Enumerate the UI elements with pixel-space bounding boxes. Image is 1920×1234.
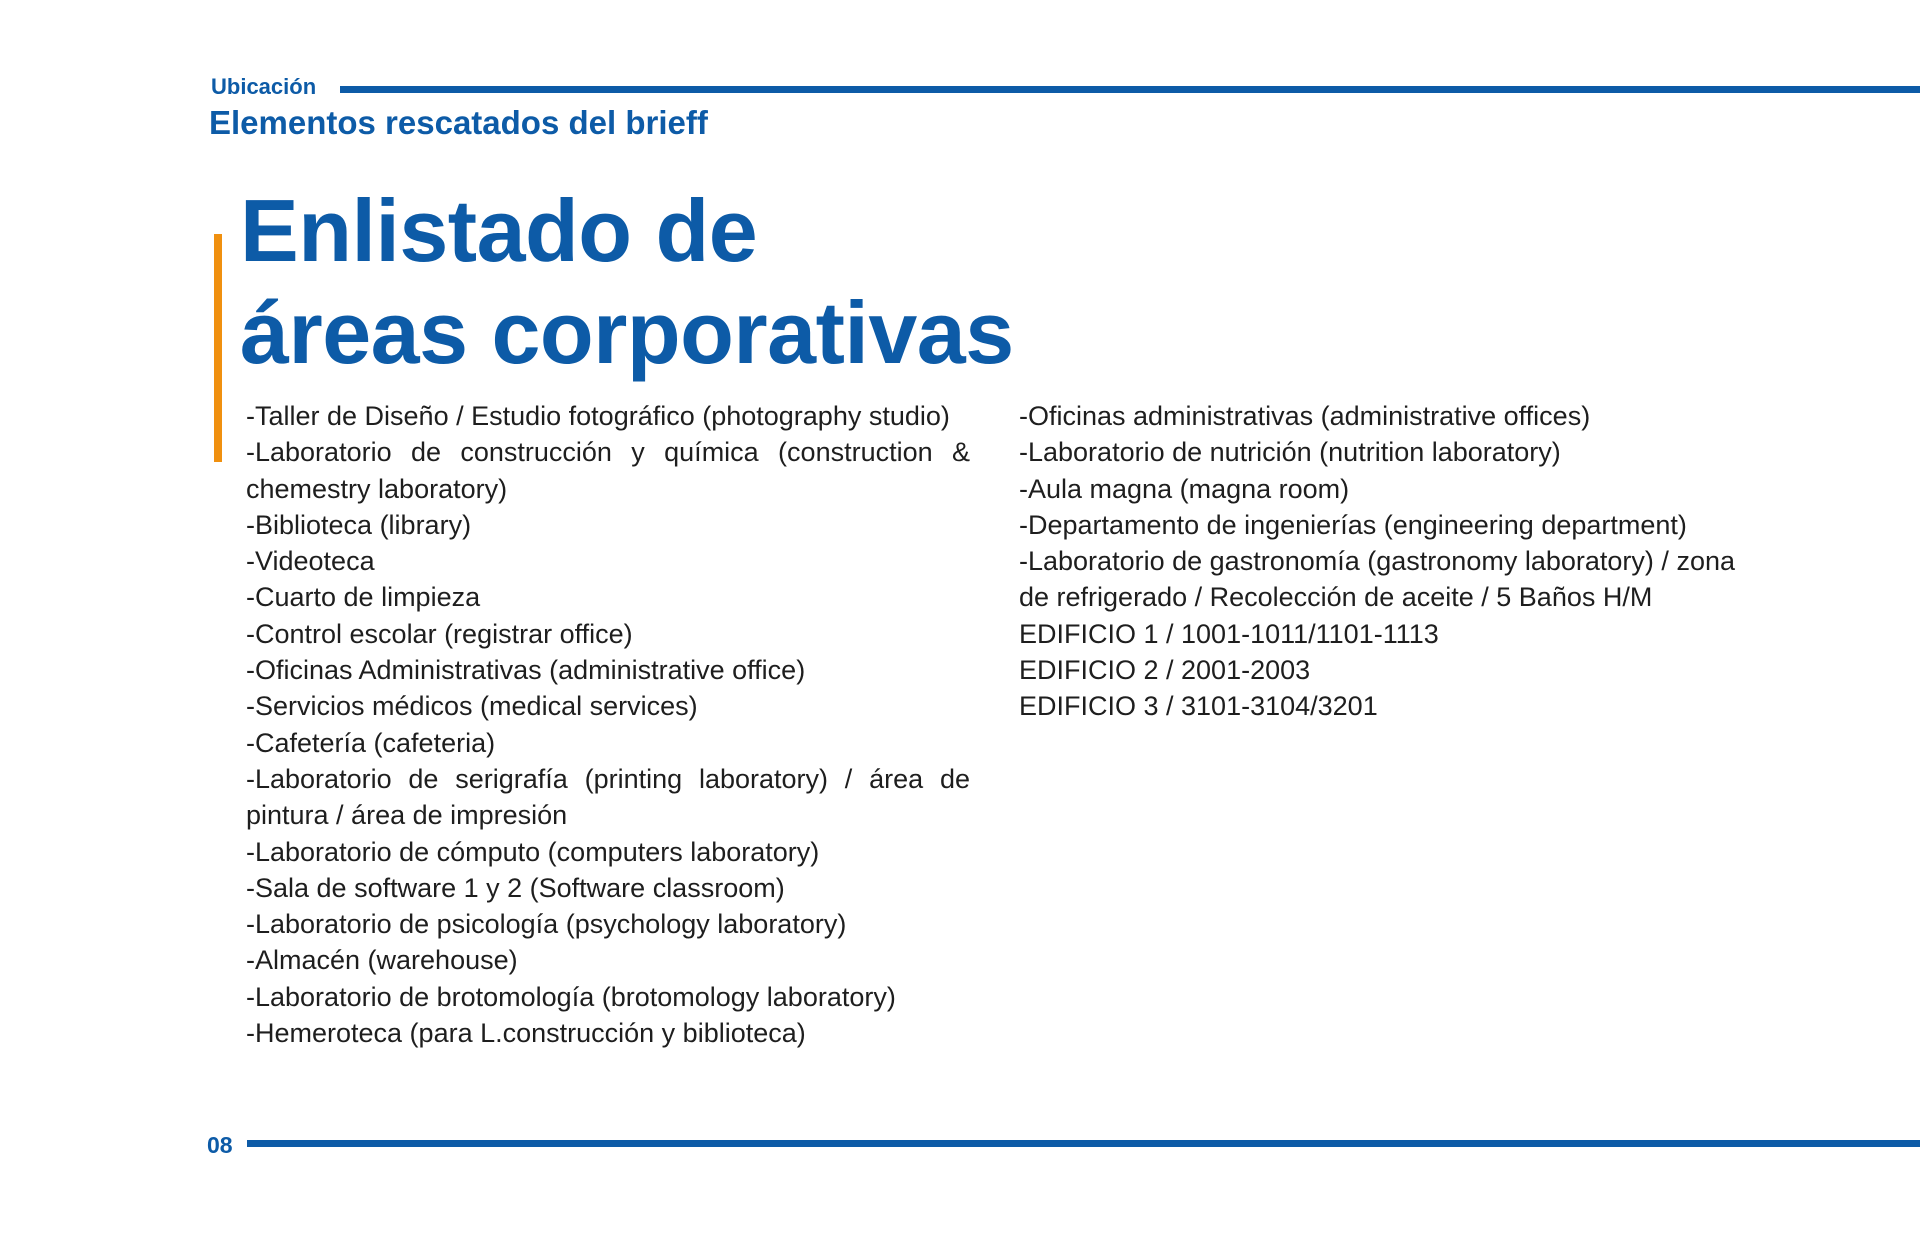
areas-list-left <box>246 398 970 1051</box>
page-title-line-1: Enlistado de <box>240 181 758 280</box>
list-item: -Taller de Diseño / Estudio fotográfico (photography studio) <box>246 401 950 431</box>
list-item: -Hemeroteca (para L.construcción y biblioteca) <box>246 1018 806 1049</box>
list-item: -Aula magna (magna room) <box>1019 473 1350 504</box>
list-item: -Laboratorio de serigrafía (printing laboratory) / área de pintura / área de impresión <box>246 763 970 831</box>
list-item: -Cuarto de limpieza <box>246 582 481 613</box>
title-accent-bar <box>214 234 222 462</box>
areas-list-right <box>1019 398 1735 725</box>
page-subtitle: Elementos rescatados del brieff <box>209 104 708 141</box>
list-item: -Laboratorio de nutrición (nutrition laboratory) <box>1019 437 1561 468</box>
list-item: -Oficinas administrativas (administrative offices) <box>1019 401 1591 431</box>
list-item: -Laboratorio de construcción y química (construction & chemestry laboratory) <box>246 437 970 504</box>
list-item: -Sala de software 1 y 2 (Software classroom) <box>246 872 785 903</box>
list-item: EDIFICIO 3 / 3101-3104/3201 <box>1019 691 1378 722</box>
list-item: -Videoteca <box>246 546 375 577</box>
list-item: -Laboratorio de psicología (psychology laboratory) <box>246 909 847 940</box>
footer-divider <box>247 1140 1920 1147</box>
list-item: EDIFICIO 2 / 2001-2003 <box>1019 655 1311 686</box>
list-item: -Departamento de ingenierías (engineering department) <box>1019 509 1687 540</box>
page-title-line-2: áreas corporativas <box>240 283 1014 382</box>
list-item: -Servicios médicos (medical services) <box>246 691 698 722</box>
list-item: -Laboratorio de cómputo (computers laboratory) <box>246 836 820 867</box>
list-item: -Almacén (warehouse) <box>246 945 518 976</box>
page-number: 08 <box>207 1132 233 1158</box>
header-divider <box>340 86 1920 93</box>
page-title <box>240 180 1014 384</box>
list-item: -Biblioteca (library) <box>246 509 472 540</box>
list-item: -Cafetería (cafeteria) <box>246 727 496 758</box>
list-item: -Laboratorio de brotomología (brotomology laboratory) <box>246 981 896 1012</box>
list-item: -Laboratorio de gastronomía (gastronomy laboratory) / zona de refrigerado / Recolección de aceite / 5 Baños H/M <box>1019 546 1735 613</box>
list-item: -Oficinas Administrativas (administrative office) <box>246 655 806 686</box>
list-item: EDIFICIO 1 / 1001-1011/1101-1113 <box>1019 618 1439 649</box>
section-label: Ubicación <box>211 74 317 99</box>
list-item: -Control escolar (registrar office) <box>246 618 633 649</box>
